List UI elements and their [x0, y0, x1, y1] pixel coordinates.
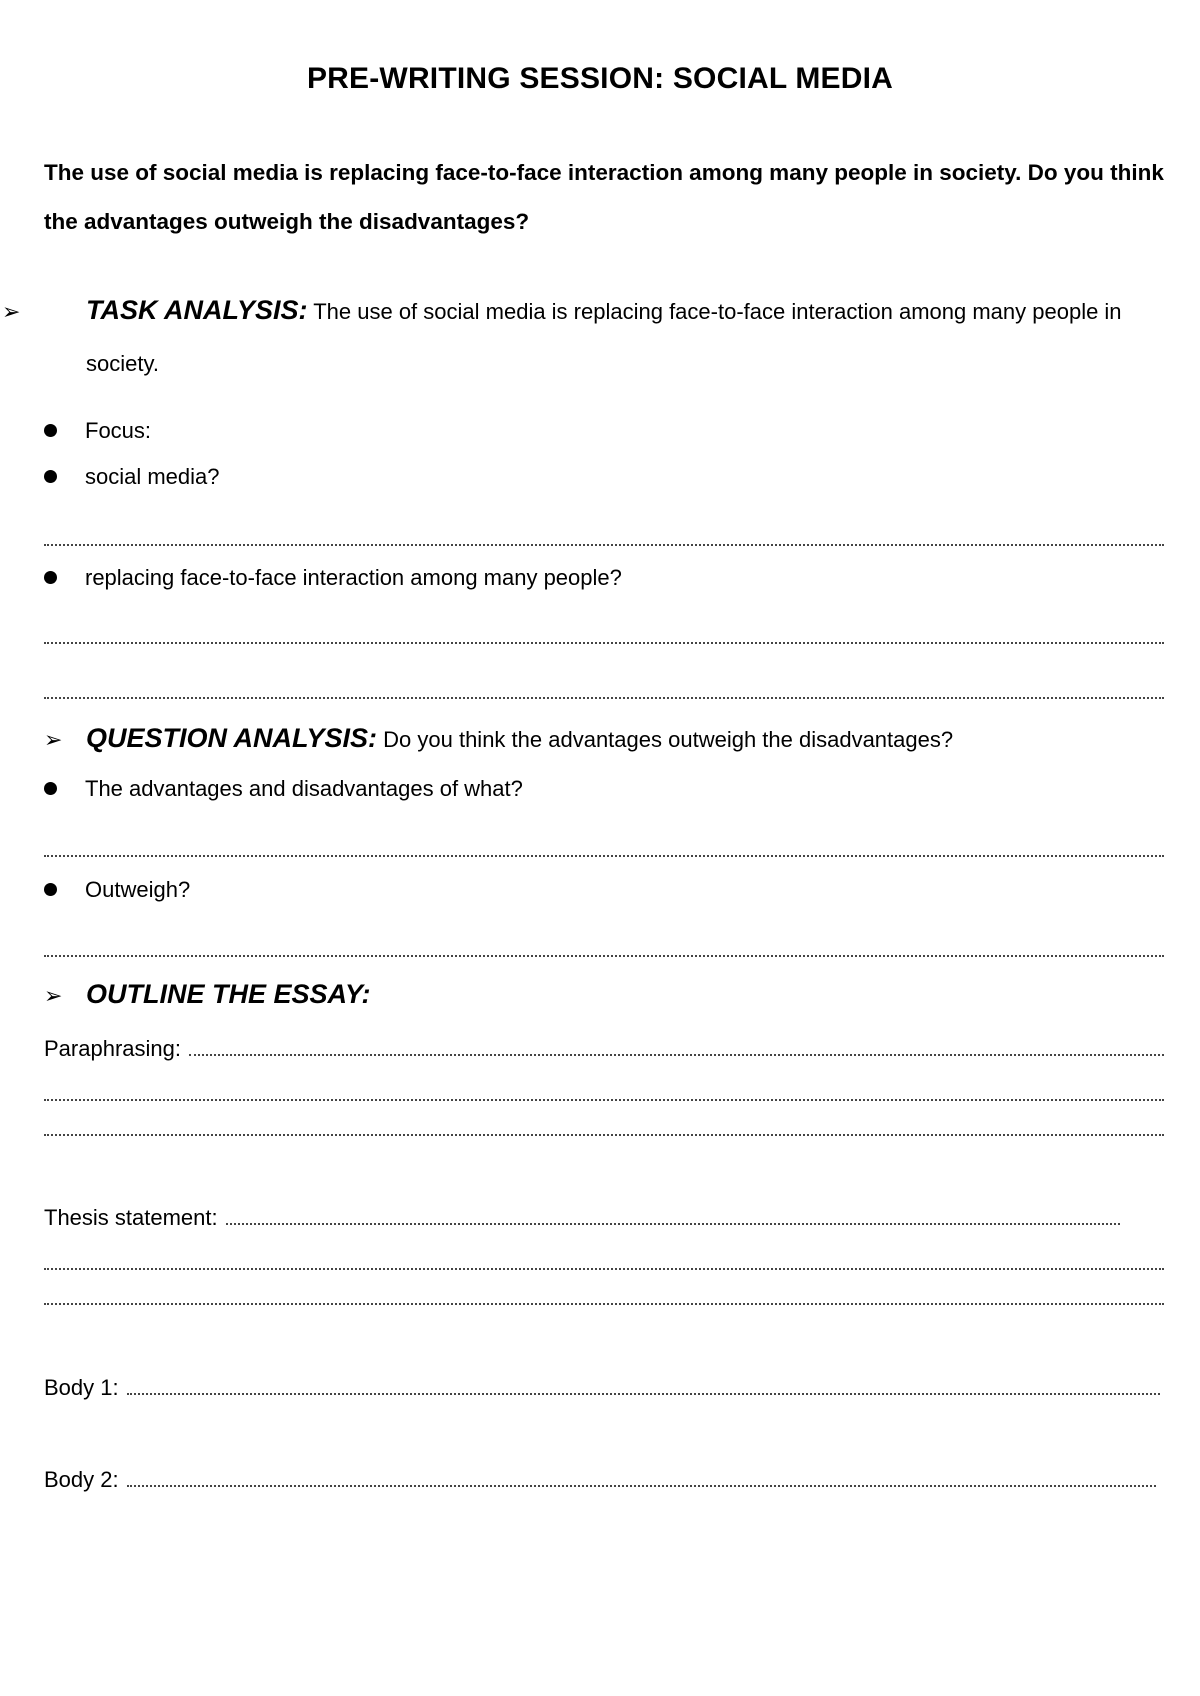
- bullet-icon: [44, 883, 57, 896]
- answer-line[interactable]: [44, 544, 1164, 546]
- bullet-icon: [44, 571, 57, 584]
- essay-prompt: The use of social media is replacing face-to-face interaction among many people in society. Do you think the advantages outweigh the disadvantages?: [44, 160, 1164, 234]
- list-item: [44, 418, 1144, 444]
- answer-line[interactable]: [44, 855, 1164, 857]
- paraphrasing-label: Paraphrasing:: [44, 1036, 181, 1061]
- arrow-bullet-icon: ➢: [2, 299, 21, 324]
- task-analysis-section: [2, 284, 1196, 390]
- arrow-bullet-icon: ➢: [44, 983, 63, 1008]
- answer-line[interactable]: [44, 1134, 1164, 1136]
- list-item-text: Outweigh?: [85, 877, 191, 902]
- question-analysis-text: Do you think the advantages outweigh the disadvantages?: [383, 727, 954, 752]
- task-analysis-heading: TASK ANALYSIS:: [86, 295, 308, 325]
- body2-row: [44, 1467, 1156, 1493]
- body2-label: Body 2:: [44, 1467, 119, 1492]
- list-item-text: replacing face-to-face interaction among many people?: [85, 565, 622, 590]
- answer-line[interactable]: [44, 1268, 1164, 1270]
- thesis-input[interactable]: [226, 1223, 1120, 1225]
- thesis-label: Thesis statement:: [44, 1205, 218, 1230]
- thesis-row: [44, 1205, 1120, 1231]
- list-item: [44, 464, 1144, 490]
- question-analysis-section: [44, 712, 1174, 766]
- answer-line[interactable]: [44, 1099, 1164, 1101]
- task-analysis-text: The use of social media is replacing face-to-face interaction among many people in society.: [86, 299, 1122, 376]
- bullet-icon: [44, 470, 57, 483]
- answer-line[interactable]: [44, 697, 1164, 699]
- bullet-icon: [44, 424, 57, 437]
- question-analysis-heading: QUESTION ANALYSIS:: [86, 723, 378, 753]
- body1-row: [44, 1375, 1160, 1401]
- answer-line[interactable]: [44, 955, 1164, 957]
- list-item-text: Focus:: [85, 418, 152, 443]
- bullet-icon: [44, 782, 57, 795]
- list-item-text: The advantages and disadvantages of what?: [85, 776, 523, 801]
- outline-section: [44, 968, 1174, 1022]
- answer-line[interactable]: [44, 642, 1164, 644]
- paraphrasing-row: [44, 1036, 1164, 1062]
- list-item: [44, 565, 1144, 591]
- list-item: [44, 776, 1144, 802]
- body1-label: Body 1:: [44, 1375, 119, 1400]
- list-item-text: social media?: [85, 464, 220, 489]
- page-title: PRE-WRITING SESSION: SOCIAL MEDIA: [306, 62, 894, 95]
- body2-input[interactable]: [127, 1485, 1156, 1487]
- arrow-bullet-icon: ➢: [44, 727, 63, 752]
- answer-line[interactable]: [44, 1303, 1164, 1305]
- outline-heading: OUTLINE THE ESSAY:: [86, 979, 371, 1009]
- paraphrasing-input[interactable]: [189, 1054, 1164, 1056]
- list-item: [44, 877, 1144, 903]
- body1-input[interactable]: [127, 1393, 1160, 1395]
